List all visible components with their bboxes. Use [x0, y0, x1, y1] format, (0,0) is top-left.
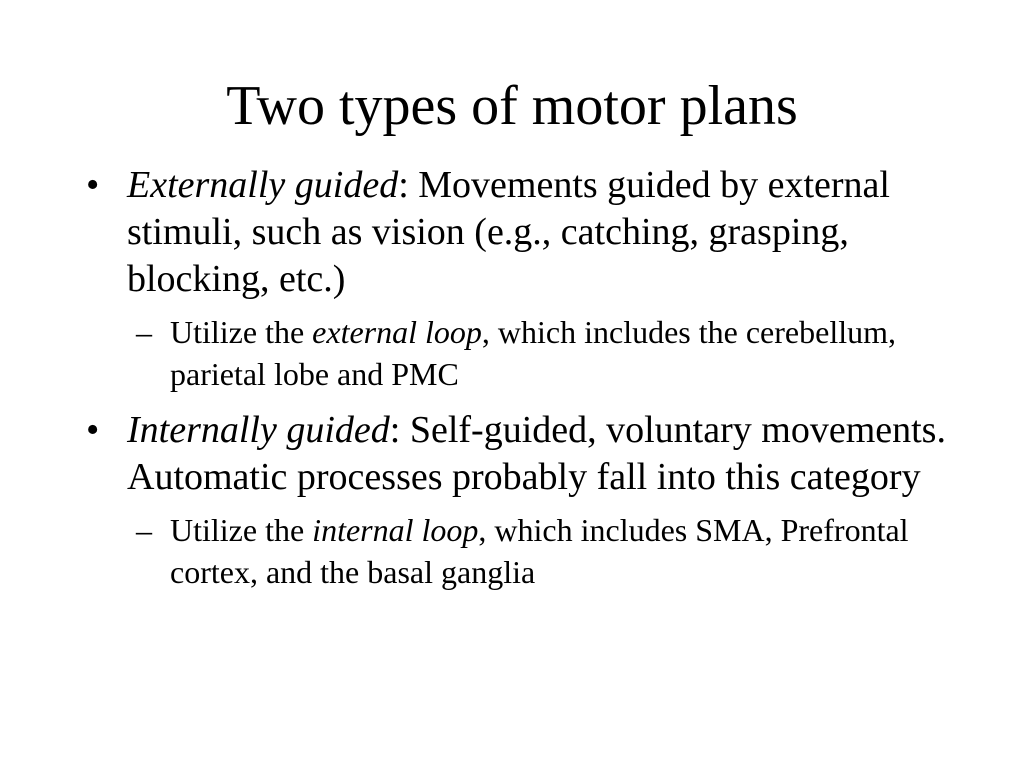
- bullet-term: Internally guided: [127, 409, 390, 451]
- bullet-marker: •: [86, 164, 100, 206]
- spacer: [86, 395, 946, 407]
- sub-marker: –: [136, 512, 152, 548]
- sub-item-external-loop: [86, 311, 946, 395]
- bullet-text: : Movements guided by external stimuli, such as vision (e.g., catching, grasping, blocking, etc.): [127, 164, 890, 300]
- sub-item-internal-loop: [86, 509, 946, 593]
- bullet-text: : Self-guided, voluntary movements. Automatic processes probably fall into this category: [127, 409, 946, 498]
- sub-term: internal loop: [312, 512, 479, 548]
- bullet-item-externally-guided: [86, 162, 946, 303]
- sub-suffix: , which includes the cerebellum, parietal lobe and PMC: [170, 314, 896, 392]
- sub-suffix: , which includes SMA, Prefrontal cortex, and the basal ganglia: [170, 512, 909, 590]
- bullet-marker: •: [86, 409, 100, 451]
- sub-marker: –: [136, 314, 152, 350]
- bullet-item-internally-guided: [86, 407, 946, 501]
- sub-prefix: Utilize the: [170, 314, 313, 350]
- bullet-term: Externally guided: [127, 164, 399, 206]
- slide-body: [86, 162, 946, 593]
- sub-term: external loop: [312, 314, 482, 350]
- slide-title: Two types of motor plans: [226, 75, 798, 137]
- sub-prefix: Utilize the: [170, 512, 313, 548]
